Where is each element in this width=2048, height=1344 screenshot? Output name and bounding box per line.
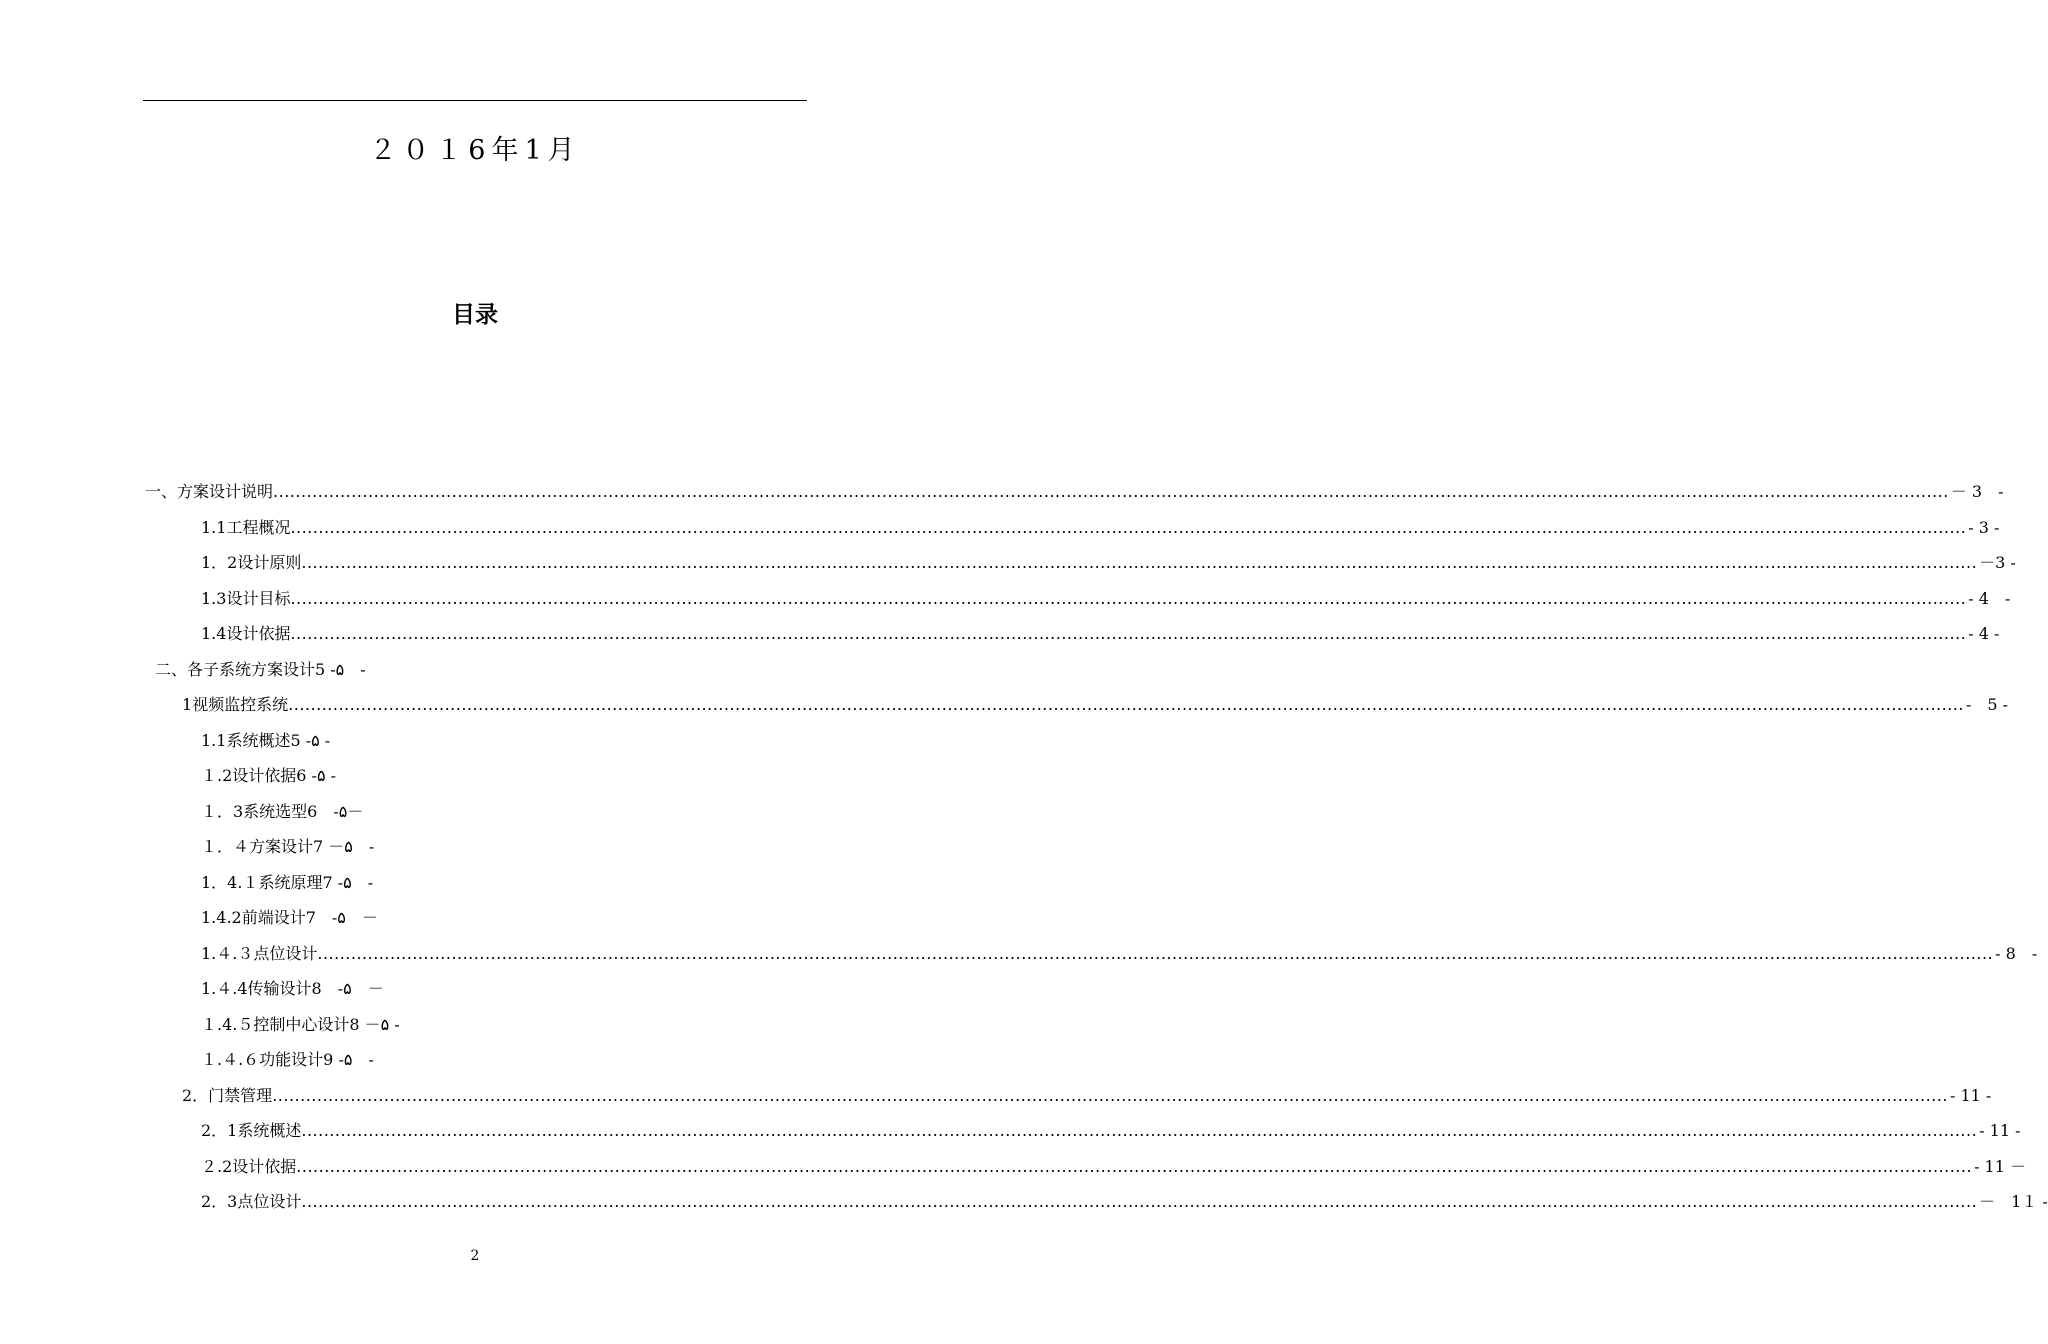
toc-entry[interactable]	[201, 1045, 807, 1075]
toc-leader: ............................................................................................................................................................................................................................................................................................................	[301, 1192, 1978, 1211]
toc-page-number: - 11 -	[1949, 1086, 1992, 1105]
toc-entry[interactable]	[201, 584, 2011, 614]
toc-entry[interactable]	[182, 1081, 1992, 1111]
toc-entry[interactable]	[201, 939, 2038, 969]
toc-entry[interactable]	[201, 726, 807, 756]
toc-entry[interactable]	[201, 1152, 2027, 1182]
toc-page-number: - 5 -	[1965, 695, 2009, 714]
toc-page-number: - 4 -	[1968, 624, 2000, 643]
toc-page-number: - 11 －	[1974, 1157, 2027, 1176]
toc-entry-label: 1.４.4传输设计8 -۵ －	[201, 979, 384, 998]
toc-entry-label: １.2设计依据6 -۵ -	[201, 766, 337, 785]
toc-entry[interactable]	[201, 1116, 2021, 1146]
toc-entry-label: 1视频监控系统	[182, 695, 289, 714]
toc-leader: ............................................................................................................................................................................................................................................................................................................	[290, 624, 1967, 643]
toc-leader: ............................................................................................................................................................................................................................................................................................................	[301, 553, 1978, 572]
toc-page-number: － 1１ -	[1979, 1192, 2048, 1211]
toc-entry-label: 1.1系统概述5 -۵ -	[201, 731, 331, 750]
toc-leader: ............................................................................................................................................................................................................................................................................................................	[301, 1121, 1978, 1140]
toc-entry[interactable]	[155, 655, 807, 685]
toc-entry[interactable]	[201, 1010, 807, 1040]
toc-entry-label: 1.4.2前端设计7 -۵ －	[201, 908, 378, 927]
toc-entry-label: 2．1系统概述	[201, 1121, 302, 1140]
toc-entry-label: １.4.５控制中心设计8 －۵ -	[201, 1015, 400, 1034]
toc-entry[interactable]	[201, 619, 2000, 649]
toc-entry[interactable]	[201, 761, 807, 791]
toc-entry-label: 1.3设计目标	[201, 589, 291, 608]
toc-entry-label: ２.2设计依据	[201, 1157, 297, 1176]
toc-leader: ............................................................................................................................................................................................................................................................................................................	[290, 589, 1967, 608]
toc-page-number: - 3 -	[1968, 518, 2000, 537]
toc-page-number: - 11 -	[1979, 1121, 2021, 1140]
toc-entry[interactable]	[201, 974, 807, 1004]
toc-entry-label: １．４方案设计7 －۵ -	[201, 837, 375, 856]
toc-entry-label: 二、各子系统方案设计5 -۵ -	[155, 660, 366, 679]
toc-entry[interactable]	[201, 832, 807, 862]
toc-entry-label: １.４.６功能设计9 -۵ -	[201, 1050, 374, 1069]
toc-page-number: - 4 -	[1968, 589, 2011, 608]
toc-leader: ............................................................................................................................................................................................................................................................................................................	[272, 1086, 1948, 1105]
toc-page-number: －3 -	[1979, 553, 2016, 572]
toc-title: 目录	[452, 302, 498, 328]
toc-leader: ............................................................................................................................................................................................................................................................................................................	[290, 518, 1967, 537]
toc-entry-label: 2．3点位设计	[201, 1192, 302, 1211]
toc-page-number: - 8 -	[1995, 944, 2038, 963]
toc-entry[interactable]	[201, 868, 807, 898]
toc-leader: ............................................................................................................................................................................................................................................................................................................	[273, 482, 1949, 501]
toc-entry[interactable]	[182, 690, 2009, 720]
header-rule	[143, 100, 807, 101]
toc-entry[interactable]	[201, 548, 2016, 578]
toc-entry-label: 1.4设计依据	[201, 624, 291, 643]
toc-entry[interactable]	[201, 1187, 2048, 1217]
toc-entry[interactable]	[201, 797, 807, 827]
toc-entry[interactable]	[201, 903, 807, 933]
toc-entry-label: 1.1工程概况	[201, 518, 291, 537]
toc-leader: ............................................................................................................................................................................................................................................................................................................	[317, 944, 1994, 963]
toc-leader: ............................................................................................................................................................................................................................................................................................................	[288, 695, 1964, 714]
page-number: 2	[470, 1248, 480, 1264]
toc-entry-label: 1．2设计原则	[201, 553, 302, 572]
document-date: ２０１6年1月	[369, 135, 581, 166]
toc-entry-label: 1.４.３点位设计	[201, 944, 318, 963]
toc-entry[interactable]	[201, 513, 2000, 543]
toc-entry-label: 1．4.１系统原理7 -۵ -	[201, 873, 374, 892]
toc-page-number: － 3 -	[1950, 482, 2004, 501]
toc-entry-label: 2．门禁管理	[182, 1086, 273, 1105]
toc-entry-label: １．3系统选型6 -۵－	[201, 802, 364, 821]
toc-entry[interactable]	[145, 477, 2004, 507]
toc-leader: ............................................................................................................................................................................................................................................................................................................	[296, 1157, 1973, 1176]
toc-entry-label: 一、方案设计说明	[145, 482, 274, 501]
